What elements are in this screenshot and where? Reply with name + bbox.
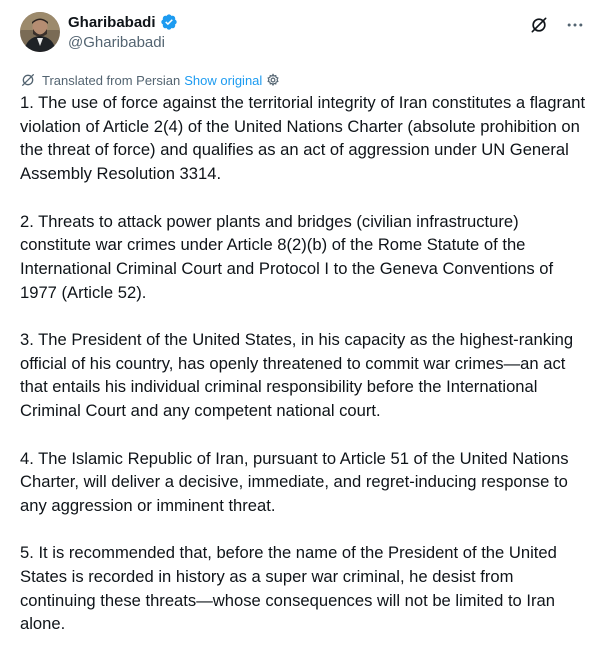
settings-gear-icon[interactable] xyxy=(266,73,280,87)
post-paragraph-5: 5. It is recommended that, before the name of the President of the United States is recorded in history as a super war criminal, he desist from continuing these threats—whose consequences will not be limited to Iran alone. xyxy=(20,543,557,634)
translate-icon xyxy=(20,72,36,88)
show-original-link[interactable]: Show original xyxy=(184,72,263,88)
profile-photo xyxy=(20,12,60,52)
display-name[interactable]: Gharibabadi xyxy=(68,13,156,31)
author-handle[interactable]: @Gharibabadi xyxy=(68,34,165,51)
translation-label: Translated from Persian xyxy=(42,72,181,88)
post-paragraph-1: 1. The use of force against the territorial integrity of Iran constitutes a flagrant violation of Article 2(4) of the United Nations Charter (absolute prohibition on the threat of force) and qualifies as an act of aggression under UN General Assembly Resolution 3314. xyxy=(20,93,586,184)
author-name-row xyxy=(68,13,178,31)
more-horizontal-icon[interactable] xyxy=(564,14,586,36)
post-body xyxy=(20,91,592,660)
post-paragraph-2: 2. Threats to attack power plants and bridges (civilian infrastructure) constitute war crimes under Article 8(2)(b) of the Rome Statute of the International Criminal Court and Protocol I to the Geneva Conventions of 1977 (Article 52). xyxy=(20,211,554,302)
verified-badge-icon xyxy=(160,13,178,31)
translation-notice xyxy=(20,72,280,88)
post-paragraph-3: 3. The President of the United States, in his capacity as the highest-ranking official of his country, has openly threatened to commit war crimes—an act that entails his individual criminal responsibility before the International Criminal Court and any competent national court. xyxy=(20,330,574,421)
post-actions xyxy=(528,14,586,36)
grok-icon[interactable] xyxy=(528,14,550,36)
avatar[interactable] xyxy=(20,12,60,52)
post-paragraph-4: 4. The Islamic Republic of Iran, pursuant to Article 51 of the United Nations Charter, will deliver a decisive, immediate, and regret-inducing response to any aggression or imminent threat. xyxy=(20,448,569,515)
